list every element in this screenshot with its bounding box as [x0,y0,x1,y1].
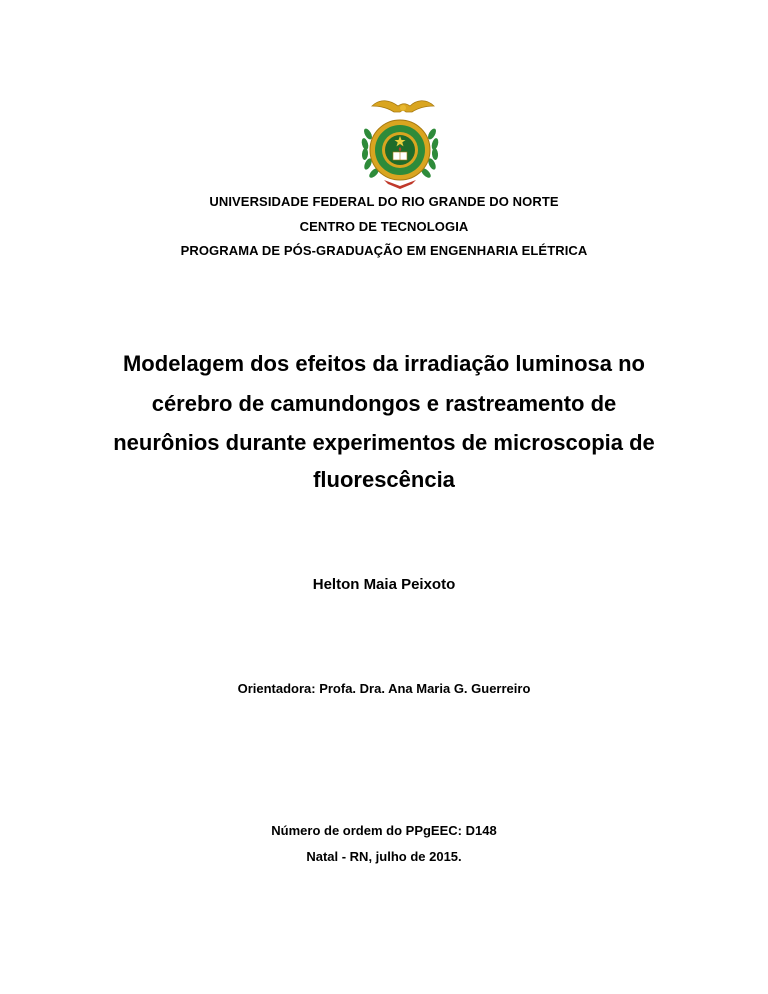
program-name: PROGRAMA DE PÓS-GRADUAÇÃO EM ENGENHARIA ELÉTRICA [180,243,588,258]
place-date: Natal - RN, julho de 2015. [306,849,462,864]
thesis-title-line-1: Modelagem dos efeitos da irradiação luminosa no [122,351,645,376]
author-name: Helton Maia Peixoto [312,576,456,593]
center-name: CENTRO DE TECNOLOGIA [299,219,469,234]
university-name: UNIVERSIDADE FEDERAL DO RIO GRANDE DO NORTE [209,194,559,209]
thesis-title-line-2: cérebro de camundongos e rastreamento de [151,391,617,416]
order-number: Número de ordem do PPgEEC: D148 [271,823,497,838]
thesis-title-line-3: neurônios durante experimentos de microscopia de [113,430,655,455]
eagle-icon [372,101,434,112]
university-seal-icon [354,94,446,190]
thesis-title-line-4: fluorescência [313,467,455,492]
advisor-name: Orientadora: Profa. Dra. Ana Maria G. Guerreiro [237,681,531,696]
